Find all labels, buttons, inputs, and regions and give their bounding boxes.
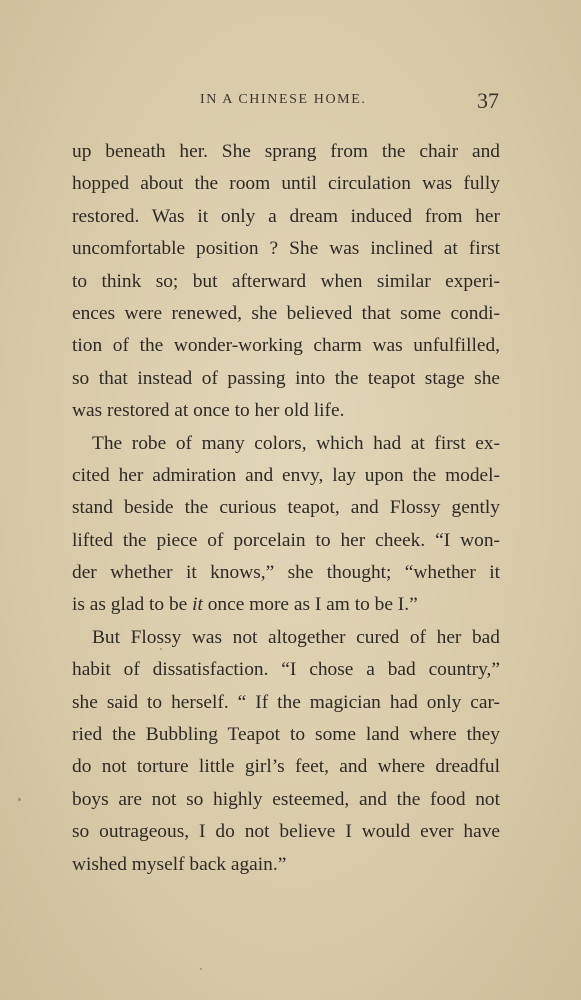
text-line: hopped about the room until circulation was fully [72,173,500,195]
text-line: ences were renewed, she believed that some condi- [72,302,500,324]
text-line: But Flossy was not altogether cured of her bad [92,626,500,648]
text-line: so outrageous, I do not believe I would ever have [72,821,500,843]
text-line: so that instead of passing into the teapot stage she [72,367,500,389]
text-line: boys are not so highly esteemed, and the food not [72,788,500,810]
paper-speck [160,648,162,650]
text-line: was restored at once to her old life. [72,400,345,422]
text-segment: is as glad to be [72,594,193,616]
text-line: stand beside the curious teapot, and Flossy gently [72,497,500,519]
text-line: ried the Bubbling Teapot to some land where they [72,724,500,746]
paper-speck [18,798,21,801]
text-line: to think so; but afterward when similar experi- [72,270,500,292]
text-line: tion of the wonder-working charm was unfulfilled, [72,335,500,357]
text-line: habit of dissatisfaction. “I chose a bad country,” [72,659,500,681]
text-line: lifted the piece of porcelain to her cheek. “I won- [72,529,500,551]
text-line: restored. Was it only a dream induced from her [72,205,500,227]
text-line: der whether it knows,” she thought; “whether it [72,562,500,584]
italic-word: it [192,594,203,616]
text-line: The robe of many colors, which had at first ex- [92,432,500,454]
text-line: she said to herself. “ If the magician had only car- [72,691,500,713]
text-line-italic [72,589,500,621]
text-line: up beneath her. She sprang from the chair and [72,141,500,162]
body-text [72,136,500,881]
text-segment: once more as I am to be I.” [202,594,418,616]
page-number: 37 [477,88,499,113]
text-line: wished myself back again.” [72,853,287,875]
running-head: IN A CHINESE HOME. [200,92,367,107]
text-line: cited her admiration and envy, lay upon the model- [72,464,500,486]
paper-speck [200,968,202,970]
text-line: do not torture little girl’s feet, and where dreadful [72,756,500,778]
text-line: uncomfortable position ? She was inclined at first [72,238,500,260]
